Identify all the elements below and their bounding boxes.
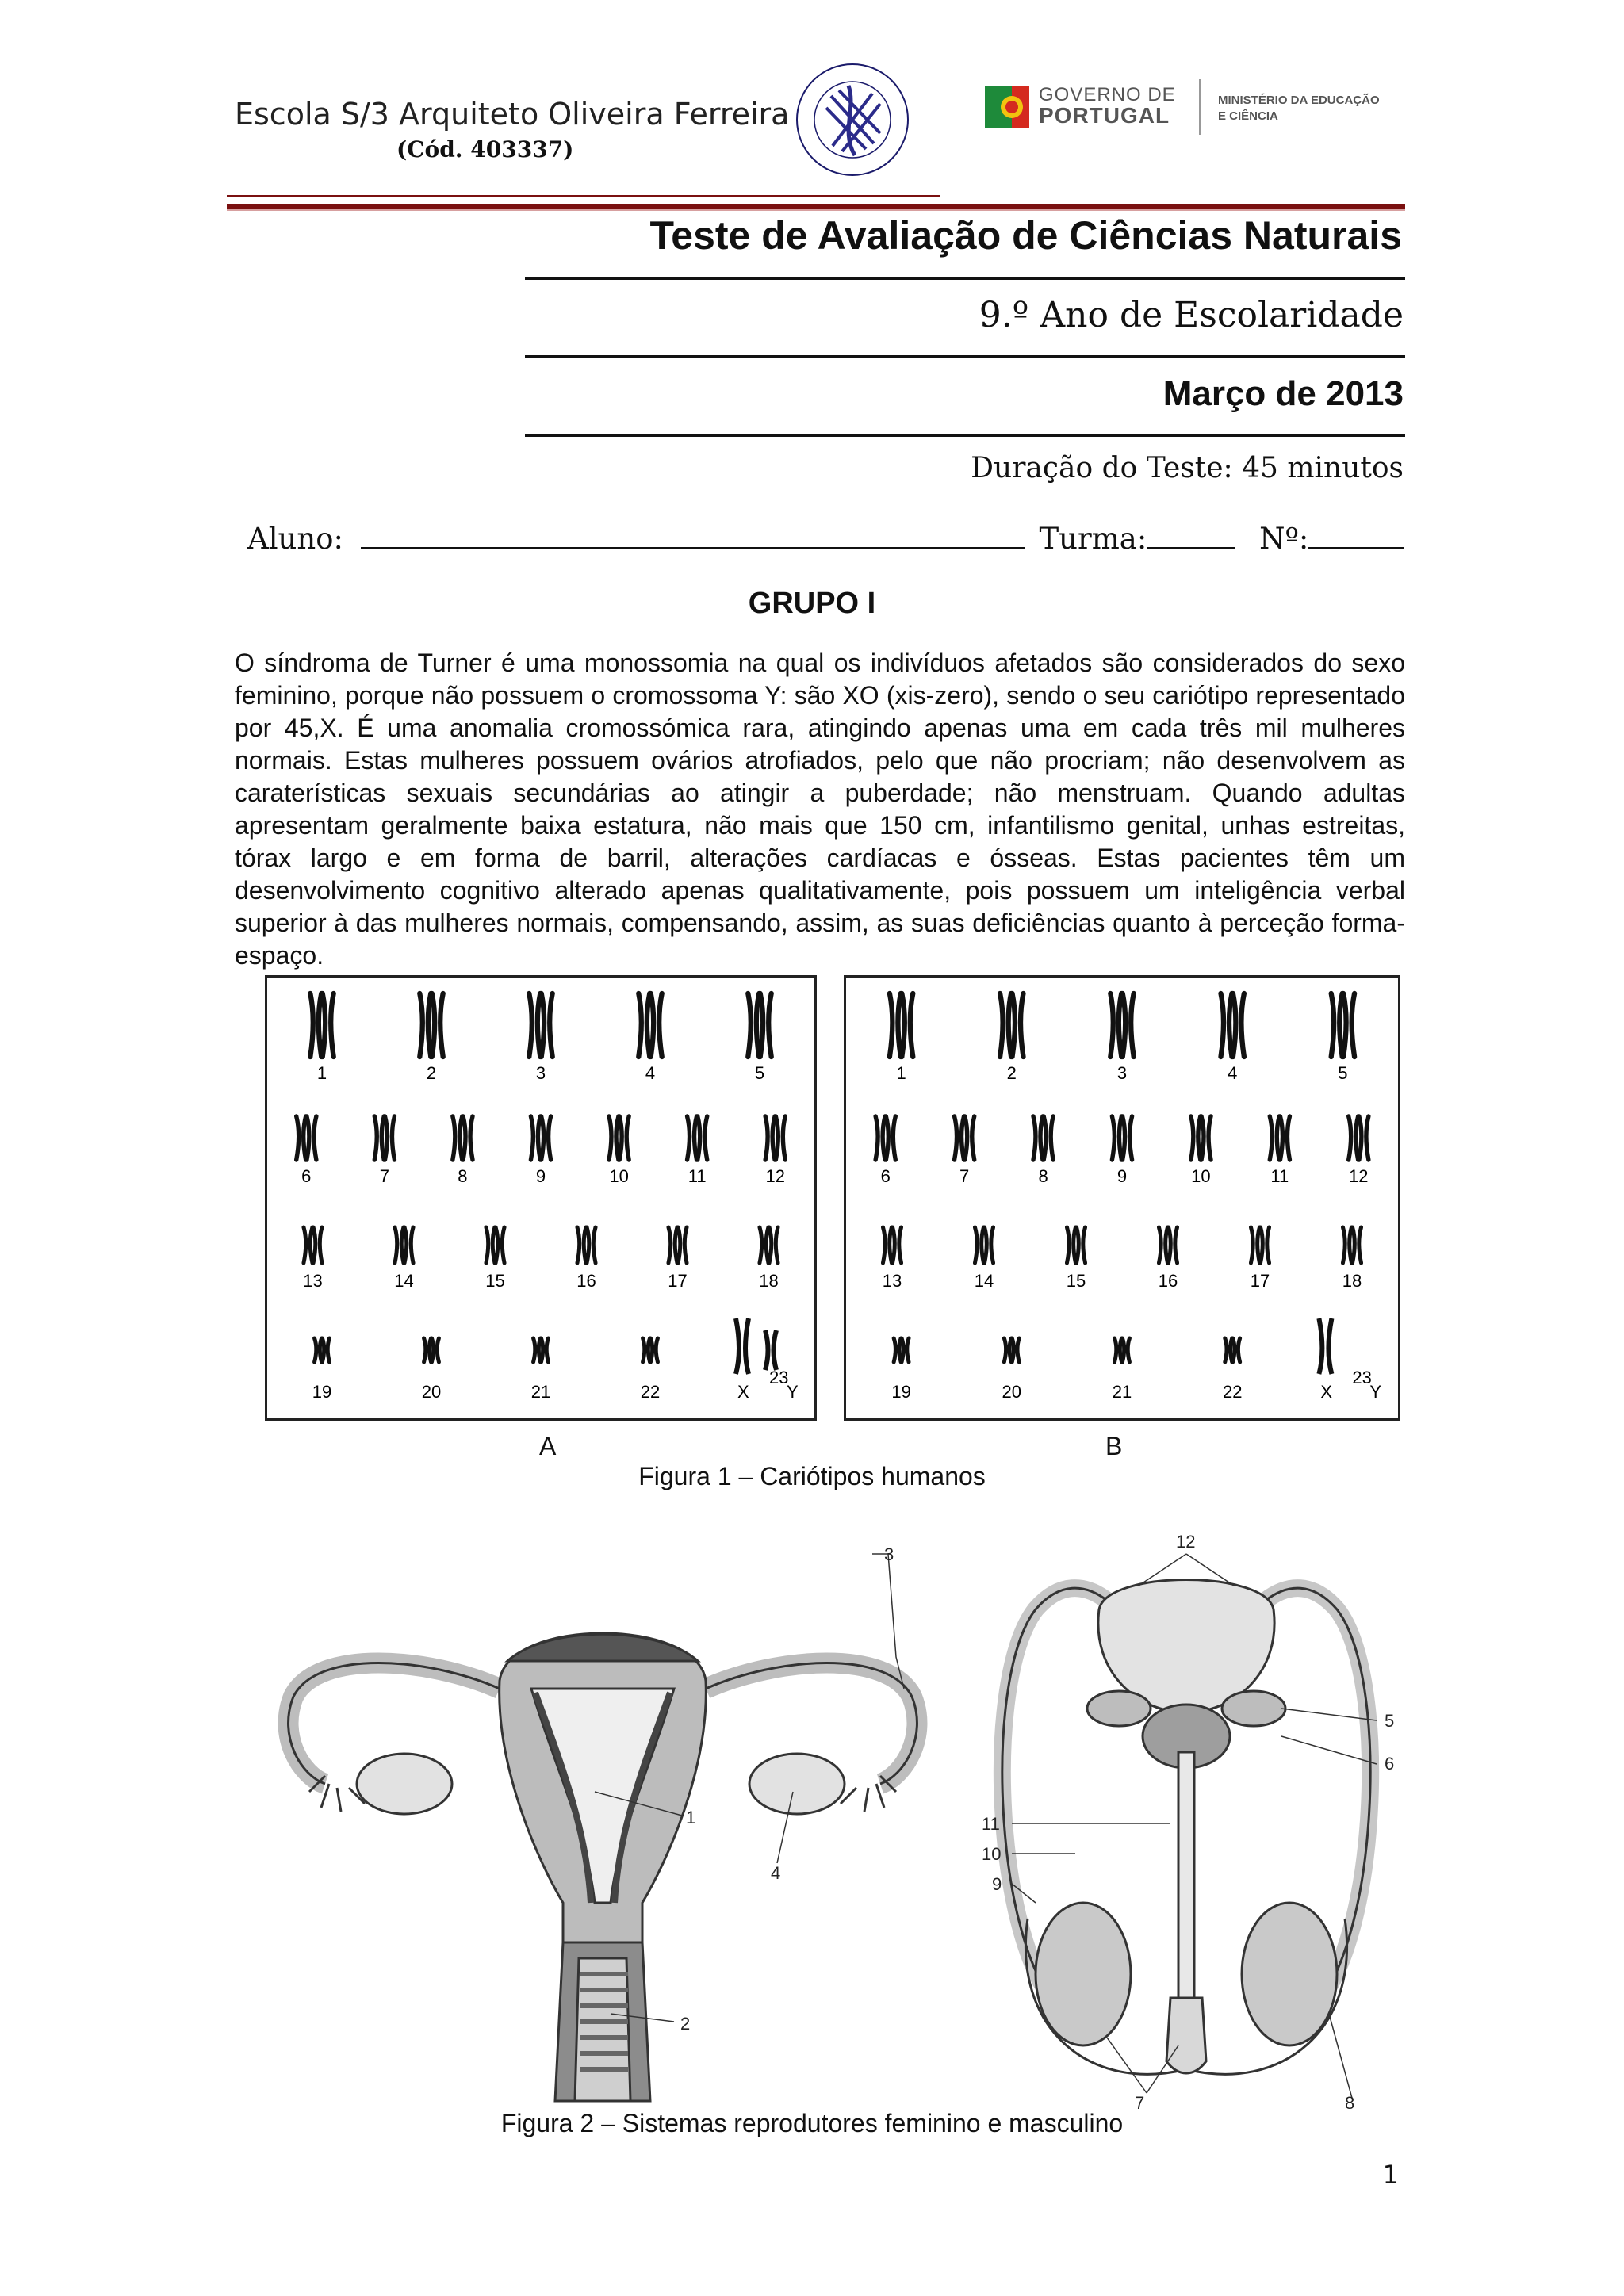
karyotype-a-chromosome-number: 12 <box>765 1166 785 1186</box>
male-label-8: 8 <box>1345 2093 1355 2109</box>
karyotype-a-chromosome-number: 22 <box>640 1382 661 1402</box>
karyotype-b-chromosome-number: 18 <box>1342 1271 1362 1291</box>
karyotype-a-chromosome-number: 17 <box>668 1271 688 1291</box>
grade: 9.º Ano de Escolaridade <box>979 295 1404 335</box>
karyotype-b-chromosome-pair-3 <box>1110 993 1133 1083</box>
karyotype-b-chromosome-pair-9 <box>1112 1116 1132 1186</box>
school-logo <box>793 60 912 179</box>
karyotype-b-chromosome-number: 1 <box>896 1063 906 1083</box>
date-rule <box>525 434 1405 437</box>
karyotype-b-chromosome-number: 2 <box>1006 1063 1017 1083</box>
karyotype-a-chromosome-number: 13 <box>303 1271 323 1291</box>
karyotype-a-chromosome-number: 2 <box>426 1063 437 1083</box>
ministry-line2: E CIÊNCIA <box>1218 109 1278 123</box>
karyotype-a-chromosome-pair-9 <box>530 1116 550 1186</box>
karyotype-a-chromosome-pair-3 <box>529 993 552 1083</box>
karyotype-b-chromosome-pair-4 <box>1221 993 1244 1083</box>
karyotype-b-chromosome-number: 21 <box>1112 1382 1132 1402</box>
karyotype-a-chromosome-number: 11 <box>688 1166 707 1186</box>
class-label: Turma: <box>1039 522 1147 556</box>
karyotype-b-chromosome-pair-10 <box>1191 1116 1211 1186</box>
karyotype-b-chromosome-number: 8 <box>1038 1166 1048 1186</box>
karyotype-a-chromosome-pair-21 <box>531 1338 550 1402</box>
karyotype-a-chromosome-pair-19 <box>312 1338 331 1402</box>
karyotype-b-chromosome-number: 10 <box>1191 1166 1211 1186</box>
student-name-label: Aluno: <box>247 522 343 556</box>
karyotype-b <box>844 975 1400 1421</box>
male-label-10: 10 <box>982 1844 1002 1864</box>
karyotype-a-chromosome-pair-12 <box>765 1116 785 1186</box>
figure1-caption: Figura 1 – Cariótipos humanos <box>638 1462 986 1490</box>
karyotype-b-chromosome-pair-17 <box>1251 1227 1270 1291</box>
female-label-2: 2 <box>680 2014 691 2034</box>
karyotype-a-label-y: Y <box>787 1382 799 1402</box>
karyotype-a-chromosome-number: 14 <box>394 1271 414 1291</box>
karyotype-a-chromosome-number: 6 <box>301 1166 312 1186</box>
karyotype-b-chromosome-pair-5 <box>1331 993 1354 1083</box>
male-label-12: 12 <box>1176 1532 1196 1552</box>
karyotype-b-label-x: X <box>1320 1382 1333 1402</box>
karyotype-b-chromosome-number: 11 <box>1270 1166 1289 1186</box>
title-rule <box>525 277 1405 280</box>
karyotype-a-chromosome-number: 3 <box>535 1063 546 1083</box>
intro-paragraph: O síndroma de Turner é uma monossomia na qual os indivíduos afetados são considerados do sexo feminino, porque não possuem o cromossoma Y: são XO (xis-zero), sendo o seu cariótipo representado por 45,X. É uma anomalia cromossómica rara, atingindo apenas uma em cada três mil mulheres normais. Estas mulheres possuem ovários atrofiados, pelo que não procriam; não desenvolvem as caraterísticas sexuais secundárias ao atingir a puberdade; não menstruam. Quando adultas apresentam geralmente baixa estatura, não mais que 150 cm, infantilismo genital, unhas estreitas, tórax largo e em forma de barril, alterações cardíacas e ósseas. Estas pacientes têm um desenvolvimento cognitivo alterado apenas qualitativamente, pois possuem um inteligência verbal superior à das mulheres normais, compensando, assim, as suas deficiências quanto à perceção forma-espaço. <box>235 649 1405 970</box>
test-duration: Duração do Teste: 45 minutos <box>971 452 1404 484</box>
karyotype-a-chromosome-pair-1 <box>310 993 333 1083</box>
karyotype-b-chromosome-pair-14 <box>975 1227 994 1291</box>
class-field[interactable] <box>1147 517 1235 549</box>
page-number: 1 <box>1382 2160 1399 2190</box>
karyotype-a-chromosome-pair-17 <box>668 1227 687 1291</box>
gov-line1: GOVERNO DE <box>1039 84 1176 105</box>
karyotype-a-chromosome-pair-23 <box>736 1318 799 1402</box>
karyotype-b-chromosome-number: 15 <box>1066 1271 1086 1291</box>
figure2-caption: Figura 2 – Sistemas reprodutores feminino e masculino <box>500 2109 1124 2137</box>
karyotype-b-chromosome-number: 7 <box>959 1166 970 1186</box>
karyotype-b-chromosome-pair-19 <box>891 1338 910 1402</box>
karyotype-a-chromosome-number: 9 <box>535 1166 546 1186</box>
karyotype-a-chromosome-pair-13 <box>303 1227 322 1291</box>
karyotype-b-chromosome-number: 6 <box>880 1166 891 1186</box>
karyotype-a-chromosome-pair-20 <box>422 1338 441 1402</box>
karyotype-b-chromosome-number: 13 <box>882 1271 902 1291</box>
karyotype-b-chromosome-pair-2 <box>1000 993 1023 1083</box>
male-label-7: 7 <box>1135 2093 1145 2109</box>
male-reproductive-diagram <box>948 1522 1424 2109</box>
karyotype-b-chromosome-number: 9 <box>1116 1166 1128 1186</box>
karyotype-a-chromosome-pair-22 <box>641 1338 660 1402</box>
header-rule-shadow <box>227 209 1405 211</box>
karyotype-a-chromosome-pair-8 <box>453 1116 473 1186</box>
karyotype-a-chromosome-pair-18 <box>759 1227 778 1291</box>
karyotype-a-chromosome-pair-10 <box>609 1116 629 1186</box>
karyotype-b-chromosome-pair-1 <box>890 993 913 1083</box>
karyotype-b-chromosome-number: 19 <box>891 1382 911 1402</box>
karyotype-b-chromosome-pair-16 <box>1159 1227 1178 1291</box>
karyotype-b-chromosome-pair-11 <box>1270 1116 1289 1186</box>
karyotype-b-chromosome-pair-20 <box>1002 1338 1021 1402</box>
karyotype-b-chromosome-number: 17 <box>1250 1271 1270 1291</box>
karyotype-a-chromosome-number: 1 <box>316 1063 327 1083</box>
karyotype-b-chromosome-pair-13 <box>883 1227 902 1291</box>
header-rule <box>227 195 940 197</box>
karyotype-a-chromosome-pair-11 <box>688 1116 707 1186</box>
ministry-line1: MINISTÉRIO DA EDUCAÇÃO <box>1218 94 1380 107</box>
karyotype-a-chromosome-number: 19 <box>312 1382 332 1402</box>
karyotype-a-label: A <box>539 1432 557 1460</box>
female-label-4: 4 <box>771 1863 781 1883</box>
number-field[interactable] <box>1308 517 1404 549</box>
karyotype-b-chromosome-pair-12 <box>1349 1116 1369 1186</box>
karyotype-b-chromosome-number: 22 <box>1222 1382 1243 1402</box>
karyotype-a-chromosome-pair-14 <box>394 1227 413 1291</box>
group-title: GRUPO I <box>748 587 876 620</box>
karyotype-b-chromosome-number: 14 <box>974 1271 994 1291</box>
test-date: Março de 2013 <box>1162 374 1404 413</box>
test-title: Teste de Avaliação de Ciências Naturais <box>649 213 1402 258</box>
karyotype-b-chromosome-pair-6 <box>875 1116 895 1186</box>
karyotype-b-chromosome-pair-15 <box>1067 1227 1086 1291</box>
female-reproductive-diagram <box>270 1530 983 2133</box>
karyotype-a-chromosome-pair-4 <box>638 993 661 1083</box>
karyotype-b-chromosome-pair-18 <box>1342 1227 1362 1291</box>
male-label-5: 5 <box>1385 1711 1395 1731</box>
karyotype-b-chromosome-number: 4 <box>1228 1063 1238 1083</box>
female-label-1: 1 <box>686 1808 696 1827</box>
karyotype-a-chromosome-pair-7 <box>374 1116 394 1186</box>
school-code: (Cód. 403337) <box>396 136 574 163</box>
karyotype-a-chromosome-number: 4 <box>645 1063 656 1083</box>
karyotype-b-chromosome-number: 12 <box>1349 1166 1369 1186</box>
male-label-11: 11 <box>982 1814 1000 1834</box>
karyotype-a-chromosome-pair-6 <box>297 1116 316 1186</box>
karyotype-b-chromosome-pair-7 <box>955 1116 975 1186</box>
male-label-6: 6 <box>1385 1754 1395 1774</box>
karyotype-b-chromosome-pair-8 <box>1033 1116 1053 1186</box>
group-intro-text <box>235 647 1405 972</box>
karyotype-a-chromosome-number: 5 <box>754 1063 765 1083</box>
karyotype-a-chromosome-number: 8 <box>458 1166 468 1186</box>
karyotype-a-label-x: X <box>737 1382 749 1402</box>
karyotype-a-chromosome-number: 18 <box>759 1271 779 1291</box>
karyotype-b-label-y: Y <box>1369 1382 1382 1402</box>
karyotype-a-chromosome-pair-15 <box>485 1227 504 1291</box>
student-info-line <box>247 517 1405 556</box>
logo-divider <box>1199 79 1201 135</box>
school-name: Escola S/3 Arquiteto Oliveira Ferreira <box>235 97 790 132</box>
karyotype-a-chromosome-pair-5 <box>748 993 771 1083</box>
portugal-flag-icon <box>980 79 1032 135</box>
number-label: Nº: <box>1259 522 1309 556</box>
karyotype-a-chromosome-number: 7 <box>379 1166 389 1186</box>
karyotype-b-chromosome-pair-23 <box>1319 1318 1381 1402</box>
karyotype-b-chromosome-pair-22 <box>1223 1338 1242 1402</box>
karyotype-b-chromosome-number: 3 <box>1116 1063 1128 1083</box>
karyotype-a-chromosome-pair-16 <box>576 1227 596 1291</box>
karyotype-b-chromosome-number: 20 <box>1002 1382 1022 1402</box>
gov-line2: PORTUGAL <box>1039 103 1170 128</box>
karyotype-a-chromosome-number: 20 <box>421 1382 442 1402</box>
karyotype-b-chromosome-number: 5 <box>1338 1063 1348 1083</box>
karyotype-b-chromosome-number: 23 <box>1352 1368 1372 1387</box>
karyotype-a-chromosome-number: 10 <box>609 1166 629 1186</box>
karyotype-a <box>265 975 817 1421</box>
karyotype-a-chromosome-number: 16 <box>576 1271 596 1291</box>
grade-rule <box>525 355 1405 358</box>
karyotype-b-label: B <box>1105 1432 1123 1460</box>
karyotype-a-chromosome-number: 21 <box>530 1382 551 1402</box>
karyotype-a-chromosome-pair-2 <box>419 993 442 1083</box>
male-label-9: 9 <box>992 1874 1002 1894</box>
female-label-3: 3 <box>884 1544 894 1564</box>
header-rule-thick <box>227 204 1405 209</box>
karyotype-a-chromosome-number: 15 <box>485 1271 505 1291</box>
karyotype-a-chromosome-number: 23 <box>769 1368 789 1387</box>
karyotype-b-chromosome-pair-21 <box>1113 1338 1132 1402</box>
karyotype-b-chromosome-number: 16 <box>1158 1271 1178 1291</box>
student-name-field[interactable] <box>361 517 1025 549</box>
